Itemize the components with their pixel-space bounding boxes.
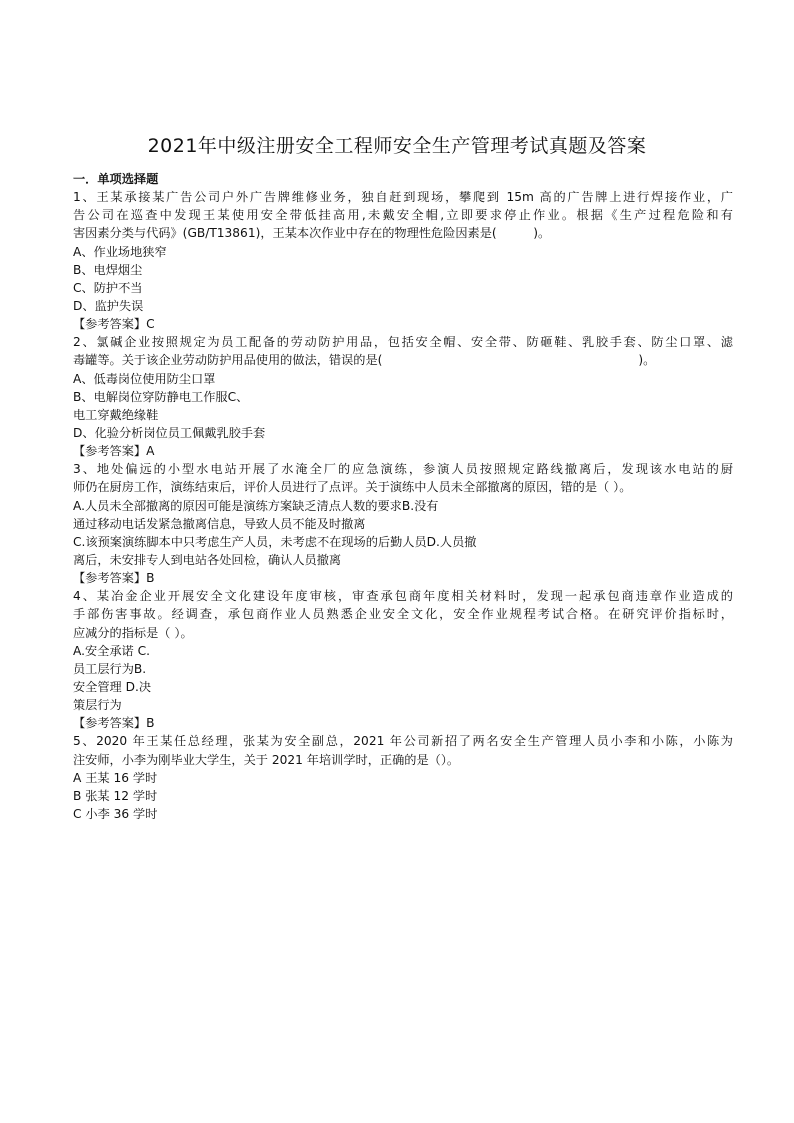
question-4-line-2: 手部伤害事故。经调查，承包商作业人员熟悉企业安全文化，安全作业规程考试合格。在研究评价指标时， bbox=[73, 607, 733, 622]
question-2-option-a: A、低毒岗位使用防尘口罩 bbox=[73, 371, 216, 386]
question-2-line-2: 毒罐等。关于该企业劳动防护用品使用的做法，错误的是( )。 bbox=[73, 353, 656, 368]
question-4-option-line-1: A.安全承诺 C. bbox=[73, 643, 151, 658]
question-1-line-1: 1、王某承接某广告公司户外广告牌维修业务，独自赶到现场，攀爬到 15m 高的广告牌上进行焊接作业，广 bbox=[73, 190, 733, 205]
question-4-option-line-2: 员工层行为B. bbox=[73, 661, 147, 676]
question-3-line-1: 3、地处偏远的小型水电站开展了水淹全厂的应急演练，参演人员按照规定路线撤离后，发现该水电站的厨 bbox=[73, 462, 733, 477]
question-4-answer: 【参考答案】B bbox=[73, 716, 155, 731]
question-2-option-b: B、电解岗位穿防静电工作服C、 bbox=[73, 389, 249, 404]
question-4-option-line-4: 策层行为 bbox=[73, 698, 122, 713]
question-1-option-d: D、监护失误 bbox=[73, 298, 144, 313]
question-3-option-line-4: 离后，未安排专人到电站各处回检，确认人员撤离 bbox=[73, 552, 342, 567]
section-heading: 一．单项选择题 bbox=[73, 172, 159, 186]
question-5-line-1: 5、2020 年王某任总经理，张某为安全副总，2021 年公司新招了两名安全生产管理人员小李和小陈，小陈为 bbox=[73, 734, 733, 749]
question-3-option-line-3: C.该预案演练脚本中只考虑生产人员，未考虑不在现场的后勤人员D.人员撤 bbox=[73, 534, 477, 549]
question-1-option-a: A、作业场地狭窄 bbox=[73, 244, 167, 259]
question-5-option-b: B 张某 12 学时 bbox=[73, 788, 158, 803]
question-1-option-c: C、防护不当 bbox=[73, 280, 143, 295]
question-1-option-b: B、电焊烟尘 bbox=[73, 262, 143, 277]
question-1-line-2: 告公司在巡查中发现王某使用安全带低挂高用,未戴安全帽,立即要求停止作业。根据《生产过程危险和有 bbox=[73, 208, 733, 223]
question-2-line-1: 2、氯碱企业按照规定为员工配备的劳动防护用品，包括安全帽、安全带、防砸鞋、乳胶手套、防尘口罩、滤 bbox=[73, 335, 733, 350]
question-5-option-c: C 小李 36 学时 bbox=[73, 806, 158, 821]
question-1-answer: 【参考答案】C bbox=[73, 317, 155, 332]
document-title: 2021年中级注册安全工程师安全生产管理考试真题及答案 bbox=[147, 135, 647, 157]
question-3-option-line-1: A.人员未全部撤离的原因可能是演练方案缺乏清点人数的要求B.没有 bbox=[73, 498, 439, 513]
question-1-line-3: 害因素分类与代码》(GB/T13861)，王某本次作业中存在的物理性危险因素是( )。 bbox=[73, 226, 551, 241]
question-2-option-d: D、化验分析岗位员工佩戴乳胶手套 bbox=[73, 425, 266, 440]
question-2-answer: 【参考答案】A bbox=[73, 444, 155, 459]
question-4-line-1: 4、某冶金企业开展安全文化建设年度审核，审查承包商年度相关材料时，发现一起承包商违章作业造成的 bbox=[73, 589, 733, 604]
question-5-option-a: A 王某 16 学时 bbox=[73, 770, 158, 785]
question-2-option-c: 电工穿戴绝缘鞋 bbox=[73, 407, 159, 422]
question-3-line-2: 师仍在厨房工作，演练结束后，评价人员进行了点评。关于演练中人员未全部撤离的原因，错的是（ ）。 bbox=[73, 480, 632, 495]
question-3-answer: 【参考答案】B bbox=[73, 571, 155, 586]
document-body bbox=[73, 170, 733, 823]
question-3-option-line-2: 通过移动电话发紧急撤离信息，导致人员不能及时撤离 bbox=[73, 516, 366, 531]
question-4-option-line-3: 安全管理 D.决 bbox=[73, 679, 152, 694]
question-5-line-2: 注安师，小李为刚毕业大学生，关于 2021 年培训学时，正确的是（）。 bbox=[73, 752, 460, 767]
question-4-line-3: 应减分的指标是（ ）。 bbox=[73, 625, 193, 640]
